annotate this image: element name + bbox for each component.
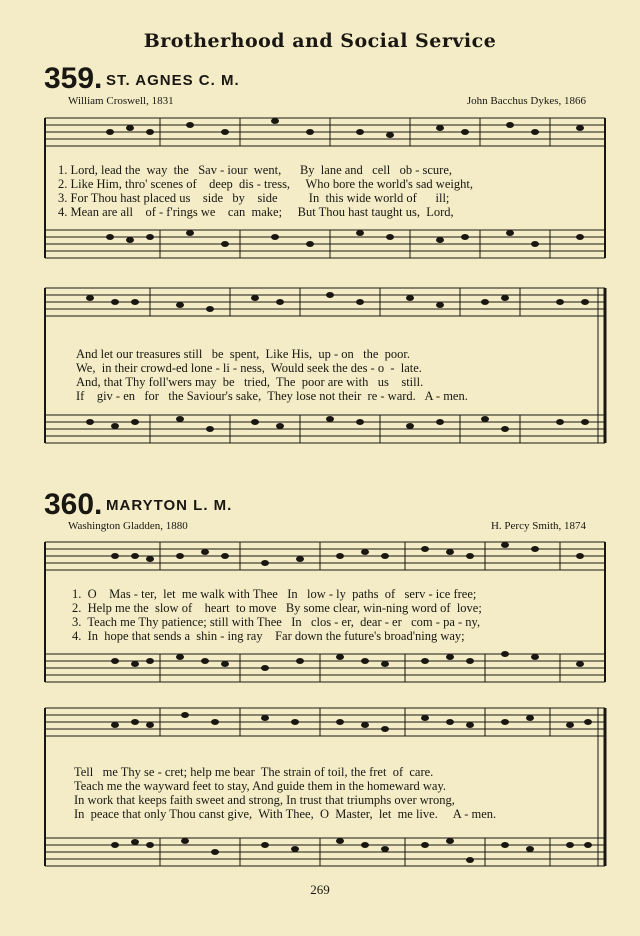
section-title: Brotherhood and Social Service xyxy=(143,30,497,52)
verse-line: 4. Mean are all of - f'rings we can make; But Thou hast taught us, Lord, xyxy=(58,205,454,219)
hymn-number: 360. xyxy=(44,488,103,521)
page-number: 269 xyxy=(310,882,330,897)
tune-name: MARYTON L. M. xyxy=(106,497,233,514)
verse-line: Teach me the wayward feet to stay, And guide them in the homeward way. xyxy=(74,779,447,793)
music-credit: John Bacchus Dykes, 1866 xyxy=(466,95,586,107)
verse-line: And, that Thy foll'wers may be tried, The poor are with us still. xyxy=(76,375,424,389)
verse-line: 3. For Thou hast placed us side by side In this wide world of ill; xyxy=(58,191,450,205)
words-credit: William Croswell, 1831 xyxy=(68,95,174,107)
bass-staff xyxy=(45,230,605,258)
verse-line: 4. In hope that sends a shin - ing ray Far down the future's broad'ning way; xyxy=(72,629,465,643)
verse-line: And let our treasures still be spent, Like His, up - on the poor. xyxy=(76,347,410,361)
verse-line: 2. Like Him, thro' scenes of deep dis - tress, Who bore the world's sad weight, xyxy=(58,177,473,191)
verse-line: If giv - en for the Saviour's sake, They lose not their re - ward. A - men. xyxy=(76,389,468,403)
verse-line: In peace that only Thou canst give, With Thee, O Master, let me live. A - men. xyxy=(74,807,497,821)
verse-line: In work that keeps faith sweet and strong, In trust that triumphs over wrong, xyxy=(74,793,455,807)
verse-line: 3. Teach me Thy patience; still with Thee In clos - er, dear - er com - pa - ny, xyxy=(72,615,481,629)
words-credit: Washington Gladden, 1880 xyxy=(68,520,188,532)
verse-line: Tell me Thy se - cret; help me bear The strain of toil, the fret of care. xyxy=(74,765,434,779)
verse-line: 2. Help me the slow of heart to move By some clear, win-ning word of love; xyxy=(72,601,482,615)
treble-staff xyxy=(45,118,605,146)
verse-line: 1. Lord, lead the way the Sav - iour went, By lane and cell ob - scure, xyxy=(58,163,452,177)
verse-line: We, in their crowd-ed lone - li - ness, Would seek the des - o - late. xyxy=(76,361,422,375)
verse-line: 1. O Mas - ter, let me walk with Thee In low - ly paths of serv - ice free; xyxy=(72,587,477,601)
tune-name: ST. AGNES C. M. xyxy=(106,72,240,89)
hymn-number: 359. xyxy=(44,62,103,95)
music-credit: H. Percy Smith, 1874 xyxy=(490,520,586,532)
